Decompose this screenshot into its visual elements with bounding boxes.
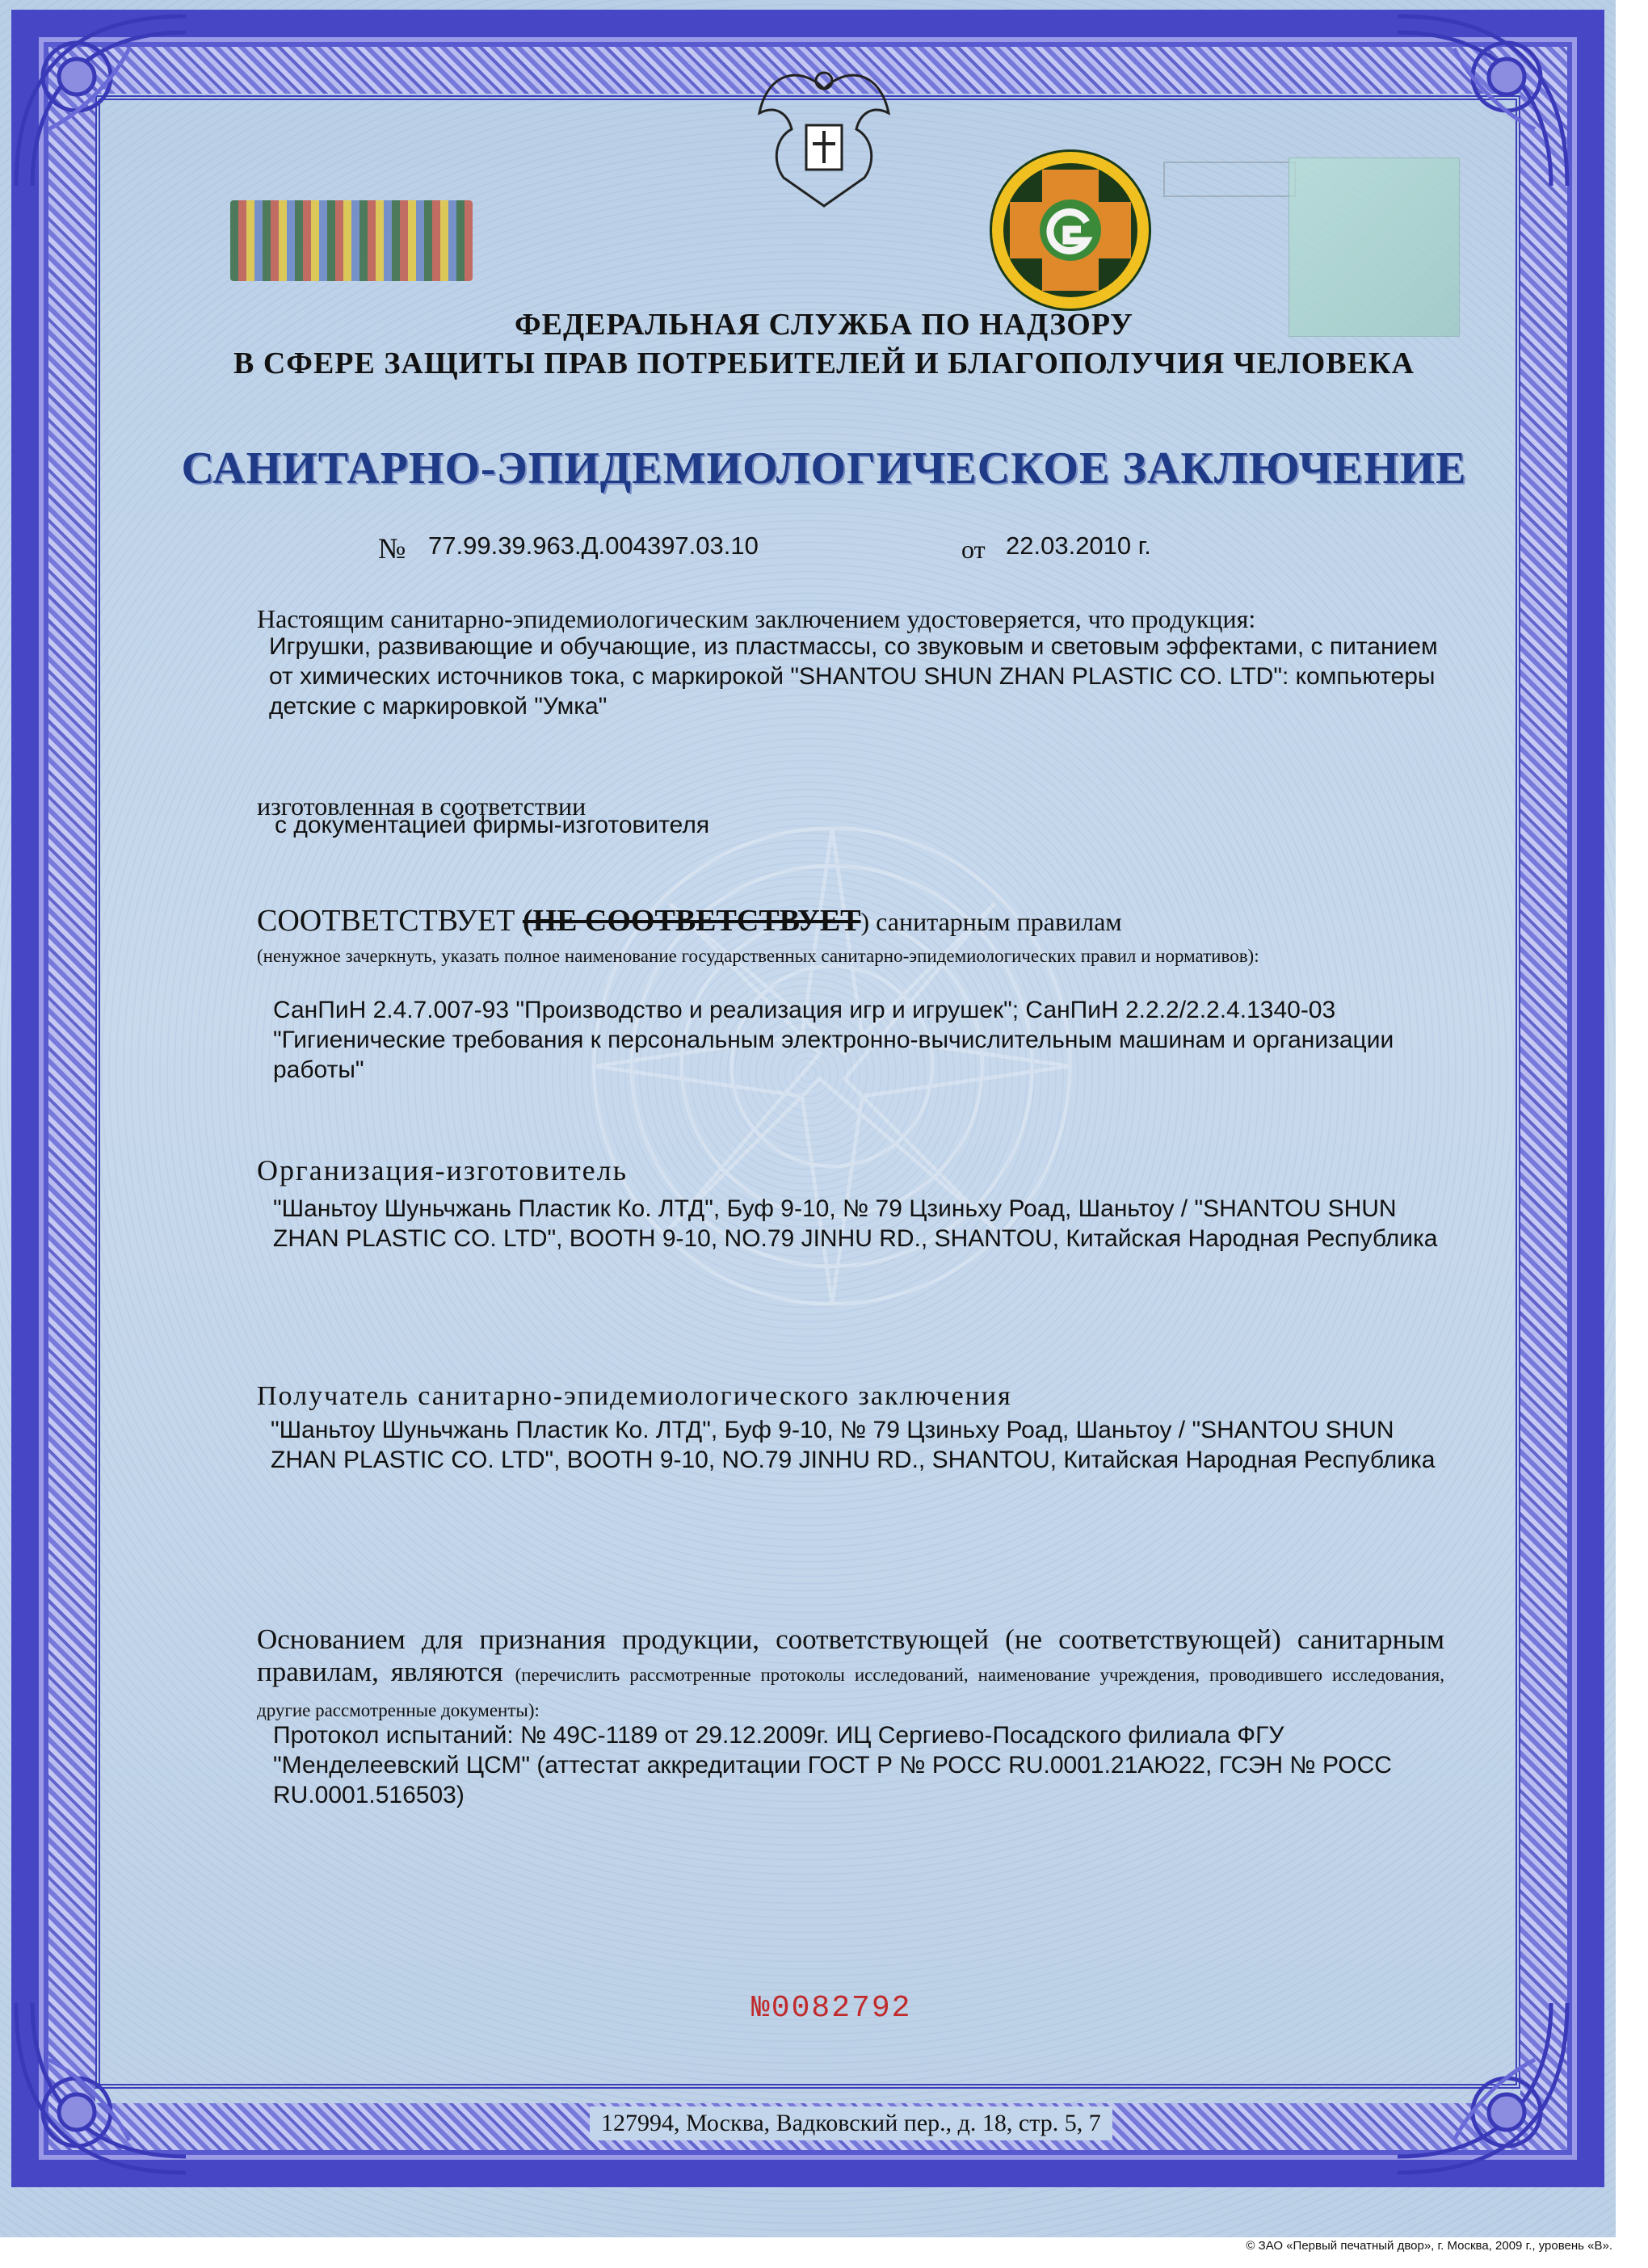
basis-label: Основанием для признания продукции, соответствующей (не соответствующей) санитарным правилам, являются <box>257 1623 1444 1687</box>
hologram-strip <box>230 200 473 281</box>
manufacturer-label: Организация-изготовитель <box>257 1154 629 1186</box>
manufactured-label: изготовленная в соответствии <box>257 792 586 821</box>
compliance-hint: (ненужное зачеркнуть, указать полное наименование государственных санитарно-эпидемиологических правил и нормативов): <box>257 946 1259 966</box>
compliance-line <box>257 903 1122 939</box>
serial-number: №0082792 <box>751 1991 912 2026</box>
corner-ornament-icon <box>0 0 202 202</box>
issuer-address: 127994, Москва, Вадковский пер., д. 18, стр. 5, 7 <box>590 2106 1112 2140</box>
corner-ornament-icon <box>0 1987 202 2189</box>
basis-hint: (перечислить рассмотренные протоколы исследований, наименование учреждения, проводившего исследования, другие рассмотренные документы): <box>257 1665 1445 1720</box>
agency-line-1: ФЕДЕРАЛЬНАЯ СЛУЖБА ПО НАДЗОРУ <box>515 308 1133 342</box>
compliance-rules: СанПиН 2.4.7.007-93 "Производство и реализация игр и игрушек"; СанПиН 2.2.2/2.2.4.1340-03 "Гигиенические требования к персональным электронно-вычислительным машинам и организации работы" <box>273 997 1394 1083</box>
manufacturer-value: "Шаньтоу Шуньчжань Пластик Ко. ЛТД", Буф 9-10, № 79 Цзиньху Роад, Шаньтоу / "SHANTOU SHUN ZHAN PLASTIC CO. LTD", BOOTH 9-10, NO.79 JINHU RD., SHANTOU, Китайская Народная Республика <box>273 1195 1438 1252</box>
hologram-seal-icon <box>986 145 1155 315</box>
document-title: САНИТАРНО-ЭПИДЕМИОЛОГИЧЕСКОЕ ЗАКЛЮЧЕНИЕ <box>181 443 1467 494</box>
struck-option: (НЕ СООТВЕТСТВУЕТ <box>522 904 861 938</box>
compliance-status: СООТВЕТСТВУЕТ <box>257 904 515 938</box>
basis-value: Протокол испытаний: № 49С-1189 от 29.12.2009г. ИЦ Сергиево-Посадского филиала ФГУ "Менделеевский ЦСМ" (аттестат аккредитации ГОСТ Р № РОСС RU.0001.21АЮ22, ГСЭН № РОСС RU.0001.516503) <box>273 1722 1392 1808</box>
certificate-number: 77.99.39.963.Д.004397.03.10 <box>428 531 759 560</box>
basis-block <box>257 1623 1444 1727</box>
agency-line-2: В СФЕРЕ ЗАЩИТЫ ПРАВ ПОТРЕБИТЕЛЕЙ И БЛАГОПОЛУЧИЯ ЧЕЛОВЕКА <box>233 346 1415 380</box>
compliance-suffix: ) санитарным правилам <box>860 907 1122 936</box>
date-label: от <box>961 535 986 564</box>
number-label: № <box>378 532 406 565</box>
faint-stamp-frame <box>1163 162 1296 197</box>
printer-imprint: © ЗАО «Первый печатный двор», г. Москва, 2009 г., уровень «В». <box>1246 2239 1612 2253</box>
product-intro: Настоящим санитарно-эпидемиологическим заключением удостоверяется, что продукция: <box>257 604 1256 633</box>
double-headed-eagle-emblem-icon <box>751 57 897 218</box>
corner-ornament-icon <box>1381 1987 1583 2189</box>
manufactured-value: с документацией фирмы-изготовителя <box>275 812 710 838</box>
certificate-date: 22.03.2010 г. <box>1006 531 1151 560</box>
recipient-value: "Шаньтоу Шуньчжань Пластик Ко. ЛТД", Буф 9-10, № 79 Цзиньху Роад, Шаньтоу / "SHANTOU SHUN ZHAN PLASTIC CO. LTD", BOOTH 9-10, NO.79 JINHU RD., SHANTOU, Китайская Народная Республика <box>271 1417 1436 1473</box>
product-description: Игрушки, развивающие и обучающие, из пластмассы, со звуковым и световым эффектами, с питанием от химических источников тока, с маркирокой "SHANTOU SHUN ZHAN PLASTIC CO. LTD": компьютеры детские с маркировкой "Умка" <box>269 633 1438 720</box>
recipient-label: Получатель санитарно-эпидемиологического заключения <box>257 1381 1012 1411</box>
